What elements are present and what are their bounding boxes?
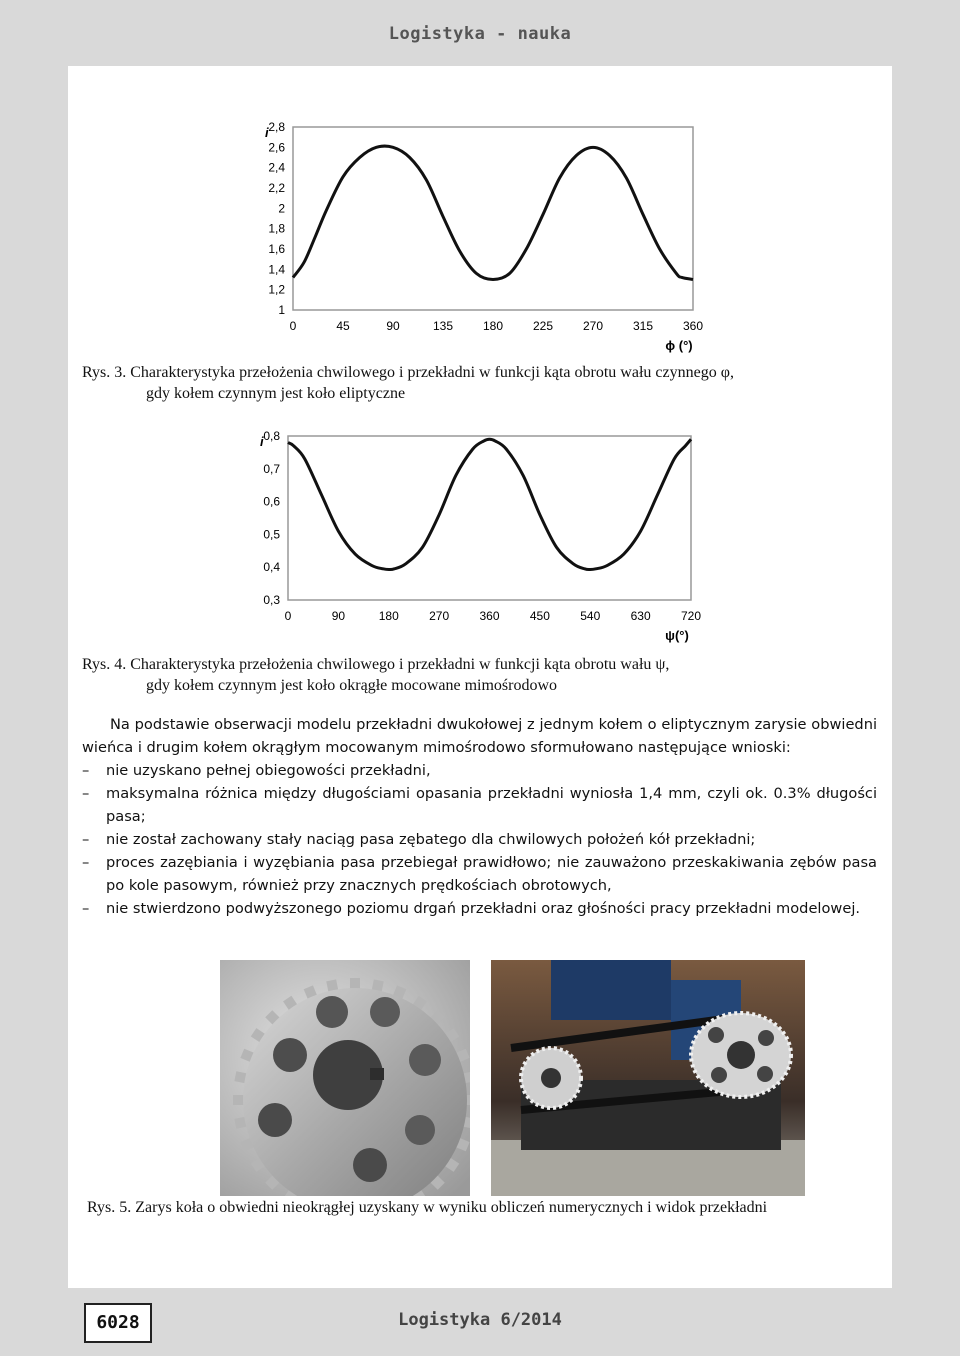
x-tick-label: 720 bbox=[680, 609, 702, 623]
chart-ratio-vs-phi bbox=[240, 110, 720, 360]
y-axis-label: i bbox=[265, 125, 269, 140]
body-text bbox=[82, 713, 877, 920]
y-tick-label: 0,5 bbox=[263, 527, 280, 542]
y-tick-label: 2 bbox=[278, 201, 285, 216]
running-header: Logistyka - nauka bbox=[388, 24, 572, 44]
x-tick-label: 270 bbox=[429, 609, 450, 623]
transmission-photo bbox=[491, 960, 805, 1196]
figure-5-caption: Rys. 5. Zarys koła o obwiedni nieokrągłej uzyskany w wyniku obliczeń numerycznych i widok przekładni bbox=[87, 1199, 768, 1216]
page-number: 6028 bbox=[84, 1303, 152, 1343]
x-axis-label: ϕ (°) bbox=[665, 338, 693, 353]
x-tick-label: 90 bbox=[331, 609, 346, 623]
series-line bbox=[288, 439, 691, 569]
x-tick-label: 360 bbox=[682, 319, 704, 333]
x-tick-label: 540 bbox=[580, 609, 601, 623]
journal-issue: Logistyka 6/2014 bbox=[398, 1310, 562, 1330]
y-tick-label: 1 bbox=[278, 303, 285, 317]
list-item: – nie stwierdzono podwyższonego poziomu drgań przekładni oraz głośności pracy przekładni modelowej. bbox=[82, 897, 877, 920]
x-tick-label: 90 bbox=[386, 319, 400, 333]
y-tick-label: 0,7 bbox=[263, 461, 280, 476]
x-axis-label: ψ(°) bbox=[665, 628, 689, 643]
y-tick-label: 2,8 bbox=[268, 120, 285, 134]
figure-3-caption bbox=[82, 362, 734, 404]
x-tick-label: 315 bbox=[632, 319, 654, 333]
x-tick-label: 225 bbox=[532, 319, 554, 333]
y-tick-label: 1,2 bbox=[268, 282, 285, 297]
gear-wheel-photo bbox=[220, 960, 470, 1196]
series-line bbox=[293, 146, 693, 279]
y-tick-label: 0,8 bbox=[263, 429, 280, 443]
figure-3-caption-line1: Rys. 3. Charakterystyka przełożenia chwilowego i przekładni w funkcji kąta obrotu wału czynnego φ, bbox=[82, 364, 734, 381]
y-tick-label: 0,6 bbox=[263, 494, 280, 509]
y-tick-label: 1,8 bbox=[268, 221, 285, 236]
x-tick-label: 360 bbox=[479, 609, 500, 623]
x-tick-label: 180 bbox=[482, 319, 504, 333]
list-item: – nie został zachowany stały naciąg pasa zębatego dla chwilowych położeń kół przekładni; bbox=[82, 828, 877, 851]
figure-4-caption-line1: Rys. 4. Charakterystyka przełożenia chwilowego i przekładni w funkcji kąta obrotu wału ψ, bbox=[82, 656, 670, 673]
list-item: – nie uzyskano pełnej obiegowości przekładni, bbox=[82, 759, 877, 782]
plot-frame bbox=[293, 127, 693, 310]
y-axis-label: i bbox=[260, 434, 264, 449]
x-tick-label: 180 bbox=[378, 609, 399, 623]
x-tick-label: 45 bbox=[336, 319, 350, 333]
x-tick-label: 270 bbox=[582, 319, 604, 333]
y-tick-label: 0,3 bbox=[263, 593, 280, 607]
conclusions-list bbox=[82, 759, 877, 920]
y-tick-label: 2,2 bbox=[268, 181, 285, 195]
x-tick-label: 135 bbox=[432, 319, 454, 333]
x-tick-label: 630 bbox=[630, 609, 651, 623]
list-item: – maksymalna różnica między długościami opasania przekładni wyniosła 1,4 mm, czyli ok. 0.3% długości pasa; bbox=[82, 782, 877, 828]
y-tick-label: 2,4 bbox=[268, 160, 285, 175]
plot-frame bbox=[288, 436, 691, 600]
chart-ratio-vs-psi bbox=[240, 420, 720, 650]
figure-4-caption-line2: gdy kołem czynnym jest koło okrągłe mocowane mimośrodowo bbox=[146, 677, 558, 694]
y-tick-label: 0,4 bbox=[263, 560, 280, 575]
y-tick-label: 2,6 bbox=[268, 140, 285, 155]
figure-3-caption-line2: gdy kołem czynnym jest koło eliptyczne bbox=[146, 385, 406, 402]
x-tick-label: 450 bbox=[529, 609, 550, 623]
y-tick-label: 1,4 bbox=[268, 262, 285, 277]
x-tick-label: 0 bbox=[289, 319, 297, 333]
conclusions-paragraph: Na podstawie obserwacji modelu przekładni dwukołowej z jednym kołem o eliptycznym zarysie obwiedni wieńca i drugim kołem okrągłym mocowanym mimośrodowo sformułowano następujące wnioski: bbox=[82, 716, 877, 756]
x-tick-label: 0 bbox=[284, 609, 292, 623]
list-item: – proces zazębiania i wyzębiania pasa przebiegał prawidłowo; nie zauważono przeskakiwania zębów pasa po kole pasowym, również przy znacznych prędkościach obrotowych, bbox=[82, 851, 877, 897]
figure-4-caption bbox=[82, 654, 669, 696]
y-tick-label: 1,6 bbox=[268, 242, 285, 256]
